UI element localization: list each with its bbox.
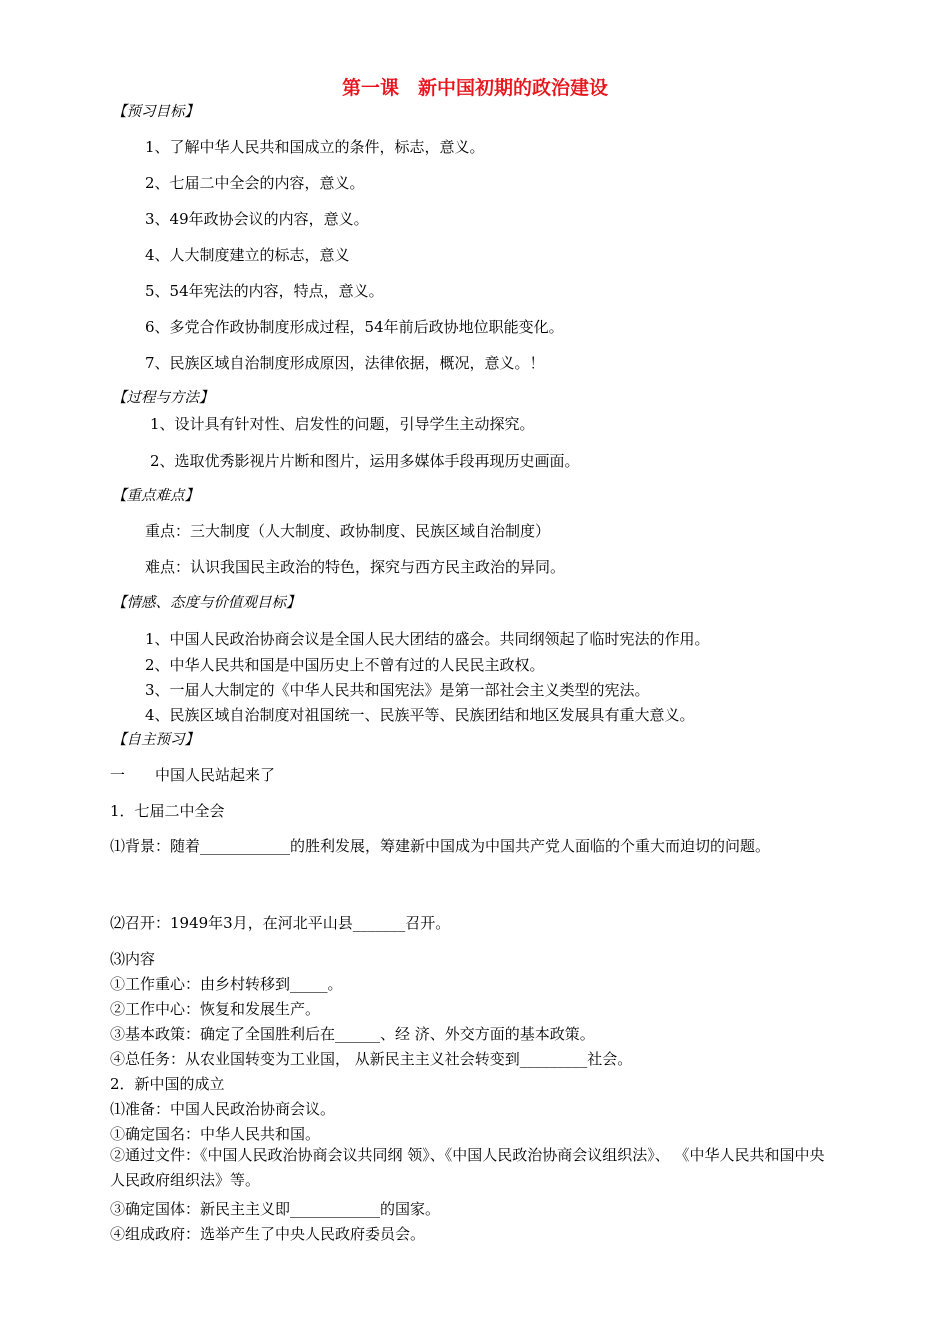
prep-item: ③确定国体：新民主主义即____________的国家。 bbox=[110, 1200, 441, 1218]
section-heading-self-study: 【自主预习】 bbox=[112, 732, 199, 748]
content-item: ④总任务：从农业国转变为工业国， 从新民主主义社会转变到_________社会。 bbox=[110, 1050, 633, 1068]
prep-item: ④组成政府：选举产生了中央人民政府委员会。 bbox=[110, 1225, 426, 1243]
key-point-focus: 重点：三大制度（人大制度、政协制度、民族区域自治制度） bbox=[145, 522, 551, 540]
subsection-heading: 2．新中国的成立 bbox=[110, 1075, 225, 1093]
section-heading-preview-goals: 【预习目标】 bbox=[112, 104, 199, 120]
prep-item: ②通过文件：《中国人民政治协商会议共同纲 领》、《中国人民政治协商会议组织法》、 《中华人民共和国中央人民政府组织法》等。 bbox=[110, 1146, 825, 1189]
background-paragraph: ⑴背景：随着____________的胜利发展，筹建新中国成为中国共产党人面临的个重大而迫切的问题。 bbox=[110, 837, 771, 855]
content-item: ②工作中心：恢复和发展生产。 bbox=[110, 1000, 321, 1018]
subsection-heading: 1．七届二中全会 bbox=[110, 802, 225, 820]
preview-goal-item: 3、49年政协会议的内容，意义。 bbox=[145, 210, 369, 228]
preview-goal-item: 2、七届二中全会的内容，意义。 bbox=[145, 174, 365, 192]
content-item: ③基本政策：确定了全国胜利后在______、经 济、外交方面的基本政策。 bbox=[110, 1025, 595, 1043]
preview-goal-item: 5、54年宪法的内容，特点，意义。 bbox=[145, 282, 384, 300]
key-point-difficulty: 难点：认识我国民主政治的特色，探究与西方民主政治的异同。 bbox=[145, 558, 566, 576]
process-method-item: 1、设计具有针对性、启发性的问题，引导学生主动探究。 bbox=[150, 415, 535, 433]
preview-goal-item: 7、民族区域自治制度形成原因，法律依据，概况，意义。！ bbox=[145, 354, 545, 372]
prep-line: ⑴准备：中国人民政治协商会议。 bbox=[110, 1100, 336, 1118]
preview-goal-item: 6、多党合作政协制度形成过程，54年前后政协地位职能变化。 bbox=[145, 318, 564, 336]
values-item: 4、民族区域自治制度对祖国统一、民族平等、民族团结和地区发展具有重大意义。 bbox=[145, 706, 695, 724]
section-heading-values: 【情感、态度与价值观目标】 bbox=[112, 595, 301, 611]
part-heading: 一 中国人民站起来了 bbox=[110, 766, 276, 784]
page-title: 第一课 新中国初期的政治建设 bbox=[341, 77, 608, 99]
values-item: 3、一届人大制定的《中华人民共和国宪法》是第一部社会主义类型的宪法。 bbox=[145, 681, 650, 699]
section-heading-process-methods: 【过程与方法】 bbox=[112, 390, 214, 406]
values-item: 1、中国人民政治协商会议是全国人民大团结的盛会。共同纲领起了临时宪法的作用。 bbox=[145, 630, 710, 648]
preview-goal-item: 1、了解中华人民共和国成立的条件，标志，意义。 bbox=[145, 138, 485, 156]
values-item: 2、中华人民共和国是中国历史上不曾有过的人民民主政权。 bbox=[145, 656, 545, 674]
section-heading-key-points: 【重点难点】 bbox=[112, 488, 199, 504]
process-method-item: 2、选取优秀影视片片断和图片，运用多媒体手段再现历史画面。 bbox=[150, 452, 580, 470]
content-item: ①工作重心：由乡村转移到_____。 bbox=[110, 975, 343, 993]
prep-item: ①确定国名：中华人民共和国。 bbox=[110, 1125, 321, 1143]
content-heading: ⑶内容 bbox=[110, 950, 156, 968]
convene-line: ⑵召开：1949年3月，在河北平山县_______召开。 bbox=[110, 914, 451, 932]
preview-goal-item: 4、人大制度建立的标志，意义 bbox=[145, 246, 350, 264]
